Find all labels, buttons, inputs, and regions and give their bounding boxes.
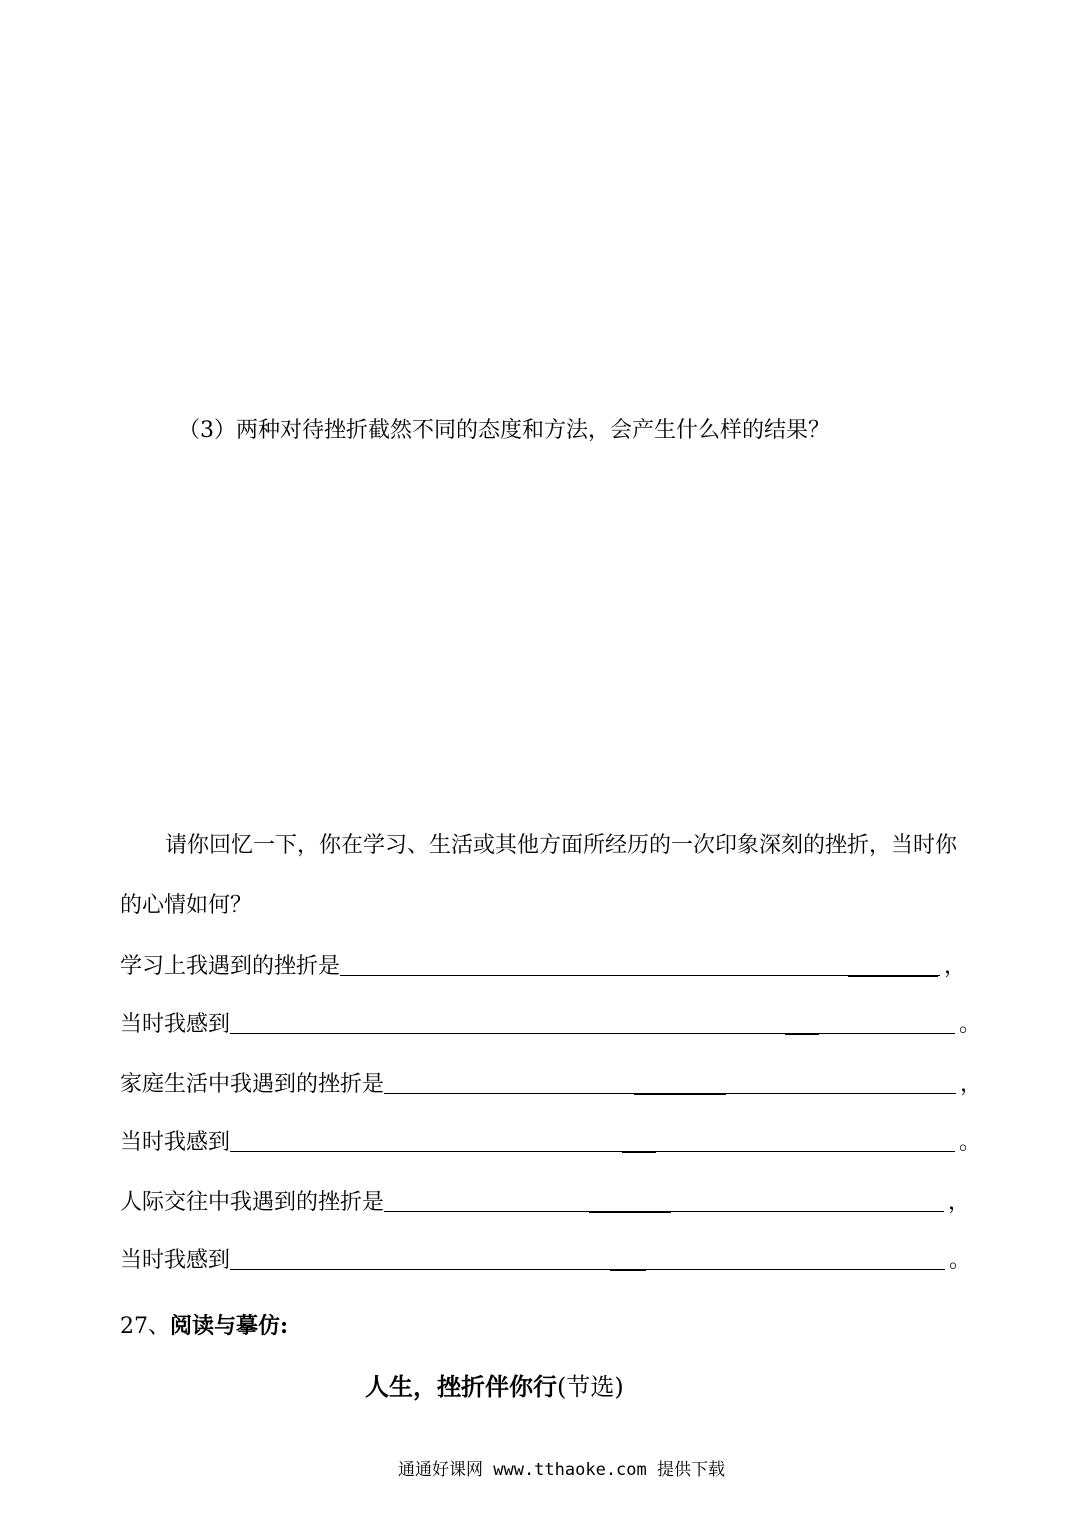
answer-blank[interactable] — [230, 1011, 955, 1034]
answer-blank[interactable] — [230, 1129, 955, 1152]
passage-title-text: 人生，挫折伴你行 — [365, 1372, 557, 1401]
footer: 通通好课网 www.tthaoke.com 提供下载 — [398, 1460, 725, 1480]
prompt-line-1: 请你回忆一下，你在学习、生活或其他方面所经历的一次印象深刻的挫折，当时你 — [165, 833, 958, 858]
answer-blank[interactable] — [340, 953, 940, 976]
fill-row-social: 人际交往中我遇到的挫折是 ， — [120, 1186, 970, 1216]
question-3: （3）两种对待挫折截然不同的态度和方法，会产生什么样的结果？ — [178, 418, 830, 443]
fill-row-study: 学习上我遇到的挫折是 ， — [120, 950, 966, 980]
fill-label: 当时我感到 — [120, 1248, 231, 1273]
answer-blank[interactable] — [384, 1189, 944, 1212]
answer-blank[interactable] — [384, 1071, 956, 1094]
question-27 — [120, 1309, 288, 1340]
fill-label: 当时我感到 — [120, 1012, 231, 1037]
fill-row-family: 家庭生活中我遇到的挫折是 ， — [120, 1068, 982, 1098]
prompt-line-2: 的心情如何？ — [120, 893, 253, 918]
passage-title — [365, 1367, 624, 1402]
fill-label: 学习上我遇到的挫折是 — [120, 954, 341, 979]
answer-blank[interactable] — [230, 1247, 945, 1270]
fill-row-feeling-3: 当时我感到 。 — [120, 1244, 971, 1274]
fill-label: 当时我感到 — [120, 1130, 231, 1155]
question-title: 阅读与摹仿: — [170, 1313, 289, 1339]
fill-row-feeling-2: 当时我感到 。 — [120, 1126, 981, 1156]
fill-label: 人际交往中我遇到的挫折是 — [120, 1190, 385, 1215]
fill-label: 家庭生活中我遇到的挫折是 — [120, 1072, 385, 1097]
fill-row-feeling-1: 当时我感到 。 — [120, 1008, 981, 1038]
question-number: 27、 — [120, 1314, 170, 1339]
passage-note: (节选) — [557, 1373, 624, 1401]
